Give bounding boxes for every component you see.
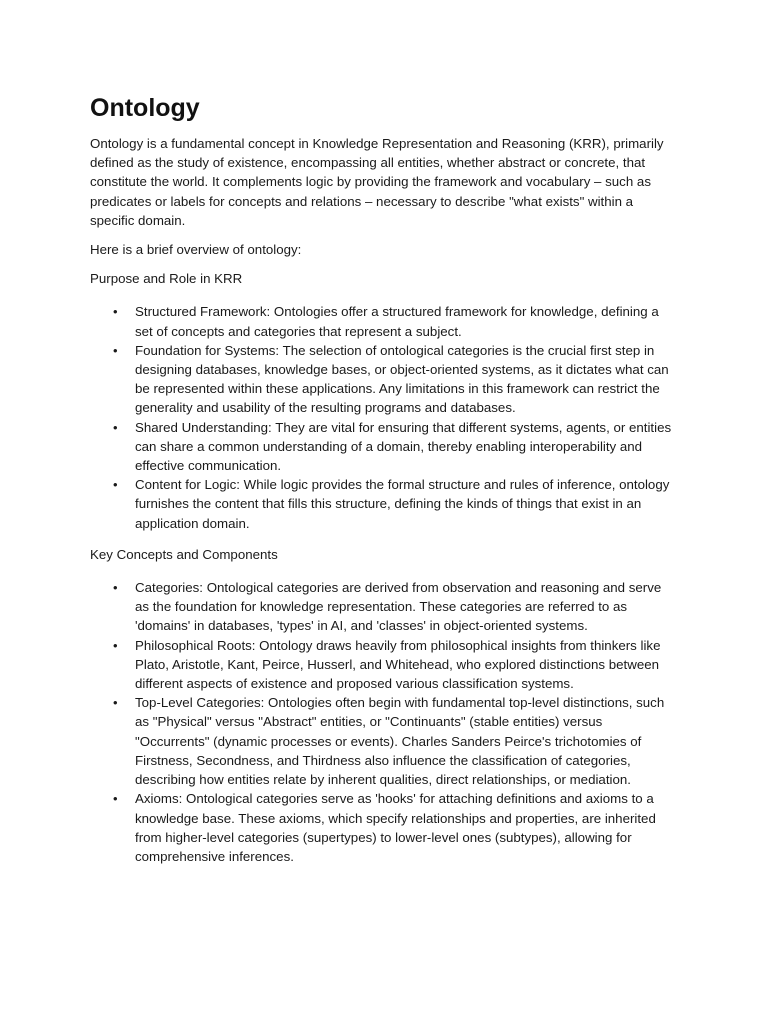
bullet-list-purpose xyxy=(90,302,678,532)
bullet-icon: • xyxy=(113,695,118,711)
bullet-icon: • xyxy=(113,791,118,807)
bullet-icon: • xyxy=(113,342,118,358)
intro-paragraph: Ontology is a fundamental concept in Knowledge Representation and Reasoning (KRR), primarily defined as the study of existence, encompassing all entities, whether abstract or concrete, that constitute the world. It complements logic by providing the framework and vocabulary – such as predicates or labels for concepts and relations – necessary to describe "what exists" within a specific domain. xyxy=(90,136,664,228)
bullet-icon: • xyxy=(113,304,118,320)
list-item xyxy=(90,341,675,418)
list-item xyxy=(90,302,675,340)
section-heading-key-concepts: Key Concepts and Components xyxy=(90,546,278,562)
list-item-text: Top-Level Categories: Ontologies often begin with fundamental top-level distinctions, such as "Physical" versus "Abstract" entities, or "Continuants" (stable entities) versus "Occurrents" (dynamic processes or events). Charles Sanders Peirce's trichotomies of Firstness, Secondness, and Thirdness also influence the classification of categories, describing how entities relate by inherent qualities, direct relationships, or mediation. xyxy=(135,695,665,788)
list-item-text: Foundation for Systems: The selection of ontological categories is the crucial first step in designing databases, knowledge bases, or object-oriented systems, as it dictates what can be represented within these applications. Any limitations in this framework can restrict the generality and usability of the resulting programs and databases. xyxy=(135,342,669,416)
list-item-text: Philosophical Roots: Ontology draws heavily from philosophical insights from thinkers like Plato, Aristotle, Kant, Peirce, Husserl, and Whitehead, who explored distinctions between different aspects of existence and proposed various classification systems. xyxy=(135,637,661,692)
list-item-text: Content for Logic: While logic provides the formal structure and rules of inference, ontology furnishes the content that fills this structure, defining the kinds of things that exist in an application domain. xyxy=(135,477,670,531)
overview-lead: Here is a brief overview of ontology: xyxy=(90,242,302,258)
page-title: Ontology xyxy=(90,94,200,122)
list-item-text: Axioms: Ontological categories serve as 'hooks' for attaching definitions and axioms to a knowledge base. These axioms, which specify relationships and properties, are inherited from higher-level categories (supertypes) to lower-level ones (subtypes), allowing for comprehensive inferences. xyxy=(135,791,656,864)
bullet-icon: • xyxy=(113,580,118,596)
list-item-text: Shared Understanding: They are vital for ensuring that different systems, agents, or entities can share a common understanding of a domain, thereby enabling interoperability and effective communication. xyxy=(135,419,672,474)
list-item-text: Categories: Ontological categories are derived from observation and reasoning and serve as the foundation for knowledge representation. These categories are referred to as 'domains' in databases, 'types' in AI, and 'classes' in object-oriented systems. xyxy=(135,580,662,634)
list-item-text: Structured Framework: Ontologies offer a structured framework for knowledge, defining a set of concepts and categories that represent a subject. xyxy=(135,304,659,339)
section-heading-purpose: Purpose and Role in KRR xyxy=(90,271,243,287)
list-item xyxy=(90,693,675,789)
list-item xyxy=(90,636,675,694)
bullet-list-key-concepts xyxy=(90,578,678,866)
bullet-icon: • xyxy=(113,419,118,435)
bullet-icon: • xyxy=(113,477,118,493)
list-item xyxy=(90,418,675,476)
list-item xyxy=(90,578,675,636)
list-item xyxy=(90,475,675,533)
list-item xyxy=(90,789,675,866)
bullet-icon: • xyxy=(113,637,118,653)
